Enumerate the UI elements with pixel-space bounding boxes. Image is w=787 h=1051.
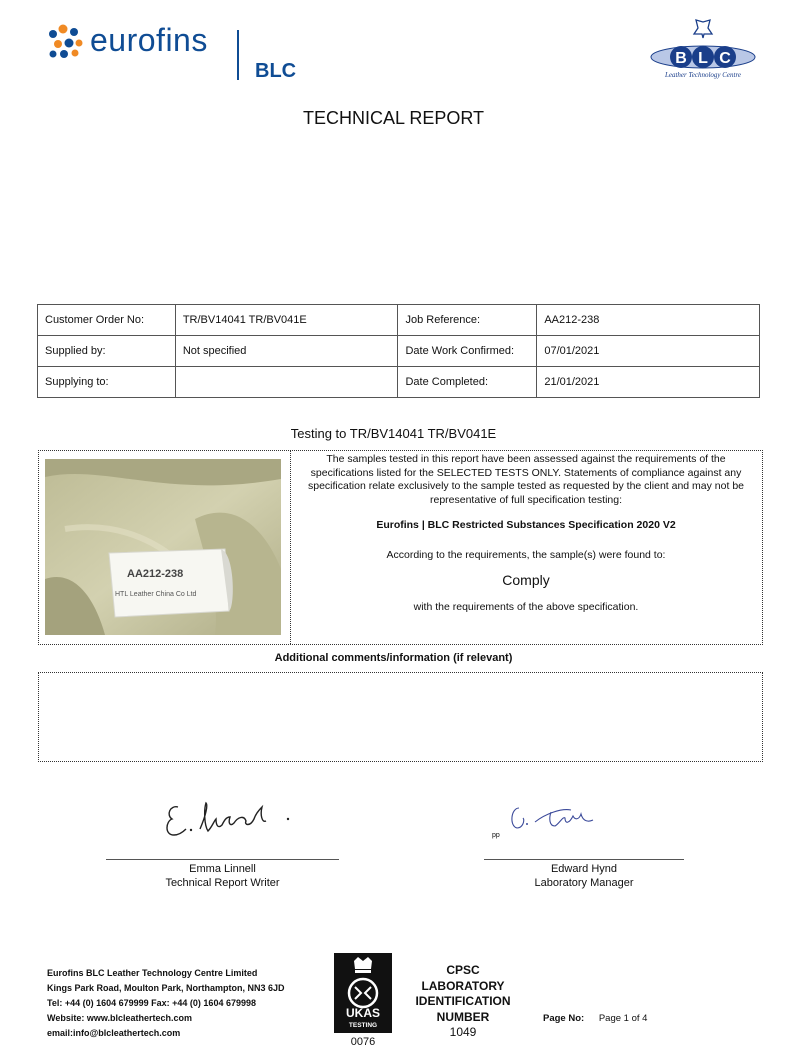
- cpsc-number: 1049: [449, 1025, 477, 1039]
- page-number-value: Page 1 of 4: [598, 1013, 648, 1024]
- per-procurationem-mark: pp: [492, 832, 500, 839]
- assessment-statement: The samples tested in this report have been assessed against the requirements of the specifications listed for the SELECTED TESTS ONLY. Statements of compliance against any specification relate exclusively to the sample tested as requested by the client and may not be representative of full specification testing:: [308, 453, 744, 506]
- street-address: Kings Park Road, Moulton Park, Northampton, NN3 6JD: [47, 983, 285, 993]
- table-row: [38, 367, 760, 398]
- table-row: [38, 336, 760, 367]
- testing-heading: Testing to TR/BV14041 TR/BV041E: [290, 426, 497, 441]
- right-signature-line: [484, 859, 684, 860]
- right-signatory-name: Edward Hynd: [550, 863, 618, 875]
- date-confirmed-value: 07/01/2021: [537, 336, 760, 367]
- date-completed-label: Date Completed:: [398, 367, 537, 398]
- compliance-result: Comply: [502, 572, 550, 588]
- ukas-accreditation-mark: [334, 953, 392, 1048]
- supplying-to-label: Supplying to:: [38, 367, 176, 398]
- supplying-to-value: [175, 367, 398, 398]
- eurofins-dots-icon: [47, 24, 85, 60]
- supplied-by-label: Supplied by:: [38, 336, 176, 367]
- job-reference-value: AA212-238: [537, 305, 760, 336]
- blc-hide-logo-icon: [648, 18, 758, 72]
- blc-wordmark: BLC: [255, 60, 297, 82]
- left-signature-line: [106, 859, 339, 860]
- emma-linnell-signature: [160, 795, 300, 845]
- logo-divider: [237, 30, 239, 80]
- date-completed-value: 21/01/2021: [537, 367, 760, 398]
- right-signatory: [484, 862, 684, 890]
- customer-order-label: Customer Order No:: [38, 305, 176, 336]
- cpsc-identification: [408, 963, 518, 1041]
- left-signatory: [106, 862, 339, 890]
- cpsc-line-3: IDENTIFICATION: [415, 994, 511, 1008]
- left-signatory-role: Technical Report Writer: [165, 877, 280, 889]
- photo-label-company: HTL Leather China Co Ltd: [115, 591, 197, 598]
- cpsc-line-1: CPSC: [446, 963, 480, 977]
- comments-box: [38, 672, 763, 762]
- eurofins-wordmark: eurofins: [90, 22, 208, 58]
- email: email:info@blcleathertech.com: [47, 1028, 181, 1038]
- ukas-name: UKAS: [345, 1006, 381, 1020]
- box-divider: [290, 451, 291, 644]
- blc-letter-c: C: [719, 50, 731, 67]
- leather-sample-photo: [45, 459, 281, 635]
- job-reference-label: Job Reference:: [398, 305, 537, 336]
- company-name: Eurofins BLC Leather Technology Centre Limited: [47, 968, 258, 978]
- blc-leather-logo: [648, 18, 758, 84]
- blc-letter-l: L: [698, 50, 708, 67]
- date-confirmed-label: Date Work Confirmed:: [398, 336, 537, 367]
- report-title: TECHNICAL REPORT: [302, 108, 485, 128]
- compliance-statement-area: [295, 453, 757, 614]
- requirements-text: with the requirements of the above specification.: [413, 600, 639, 613]
- photo-label-code: AA212-238: [127, 568, 184, 580]
- phone-fax: Tel: +44 (0) 1604 679999 Fax: +44 (0) 1604 679998: [47, 998, 256, 1008]
- comments-label: Additional comments/information (if relevant): [274, 652, 513, 664]
- page-number: [543, 1013, 647, 1024]
- website: Website: www.blcleathertech.com: [47, 1013, 193, 1023]
- right-signatory-role: Laboratory Manager: [534, 877, 634, 889]
- ukas-logo-icon: [334, 953, 392, 1033]
- ukas-sub: TESTING: [348, 1022, 378, 1029]
- eurofins-logo: [47, 22, 307, 82]
- job-info-table: [37, 304, 760, 398]
- table-row: [38, 305, 760, 336]
- supplied-by-value: Not specified: [175, 336, 398, 367]
- according-text: According to the requirements, the sample(s) were found to:: [386, 548, 666, 561]
- cpsc-line-4: NUMBER: [436, 1009, 490, 1024]
- blc-tagline: Leather Technology Centre: [664, 71, 742, 79]
- left-signatory-name: Emma Linnell: [189, 863, 256, 875]
- ukas-number: 0076: [350, 1036, 376, 1048]
- page-number-label: Page No:: [543, 1013, 585, 1024]
- specification-name: Eurofins | BLC Restricted Substances Specification 2020 V2: [376, 519, 676, 531]
- cpsc-line-2: LABORATORY: [421, 978, 505, 993]
- edward-hynd-signature: [505, 800, 605, 836]
- customer-order-value: TR/BV14041 TR/BV041E: [175, 305, 398, 336]
- company-address: [47, 966, 285, 1041]
- blc-letter-b: B: [675, 50, 687, 67]
- sample-assessment-box: [38, 450, 763, 645]
